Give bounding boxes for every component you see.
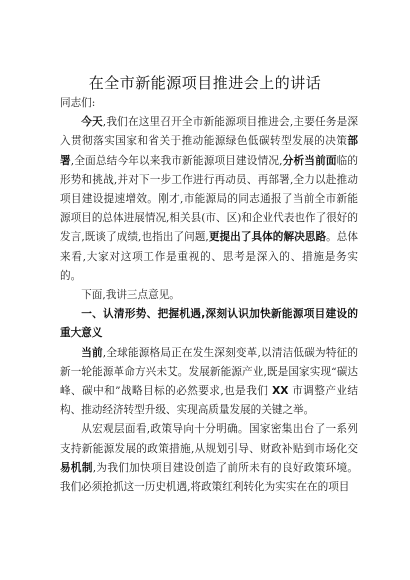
bold-phrase: 更提出了具体的解决思路 xyxy=(208,231,327,244)
salutation: 同志们: xyxy=(60,97,96,109)
document-title: 在全市新能源项目推进会上的讲话 xyxy=(88,74,322,92)
bold-phrase: 部署 xyxy=(60,135,358,167)
bold-phrase: 当前 xyxy=(81,346,103,359)
bold-phrase: XX xyxy=(272,385,289,398)
bold-phrase: 今天 xyxy=(81,116,103,129)
paragraph-text: ,全球能源格局正在发生深刻变革,以清洁低碳为特征的新一轮能源革命方兴未艾。发展新能源产业,既是国家实现“碳达峰、碳中和”战略目标的必然要求,也是我们 xyxy=(60,346,359,398)
paragraph-context xyxy=(60,344,358,421)
paragraph-text: ,全面总结今年以来我市新能源项目建设情况, xyxy=(70,154,283,167)
paragraph-text: 从宏观层面看,政策导向十分明确。国家密集出台了一系列支持新能源发展的政策措施,从规划引导、财政补贴到市场化交 xyxy=(60,423,358,455)
bold-phrase: 分析当前面 xyxy=(282,154,337,167)
paragraph-text: 。总体来看,大家对这项工作是重视的、思考是深入的、措施是务实的。 xyxy=(60,231,359,282)
paragraph-text: ,为我们加快项目建设创造了前所未有的良好政策环境。我们必须抢抓这一历史机遇,将政策红利转化为实实在在的项目 xyxy=(60,461,359,494)
paragraph-text: 市调整产业结构、推动经济转型升级、实现高质量发展的关键之举。 xyxy=(60,385,358,417)
paragraph-intro: 下面,我讲三点意见。 xyxy=(81,289,180,302)
paragraph-text: ,我们在这里召开全市新能源项目推进会,主要任务是深入贯彻落实国家和省关于推动能源绿色低碳转型发展的决策 xyxy=(60,116,359,148)
paragraph-policy xyxy=(60,420,358,497)
section-heading: 一、认清形势、把握机遇,深刻认识加快新能源项目建设的重大意义 xyxy=(60,308,358,340)
paragraph-opening xyxy=(60,113,358,286)
document-body xyxy=(60,94,358,497)
paragraph-text: 临的形势和挑战,并对下一步工作进行再动员、再部署,全力以赴推动项目建设提速增效。刚才,市能源局的同志通报了当前全市新能源项目的总体进展情况,相关县(市、区)和企业代表也作了很好的发言,既谈了成绩,也指出了问题, xyxy=(60,154,359,244)
bold-phrase: 易机制 xyxy=(60,461,93,474)
